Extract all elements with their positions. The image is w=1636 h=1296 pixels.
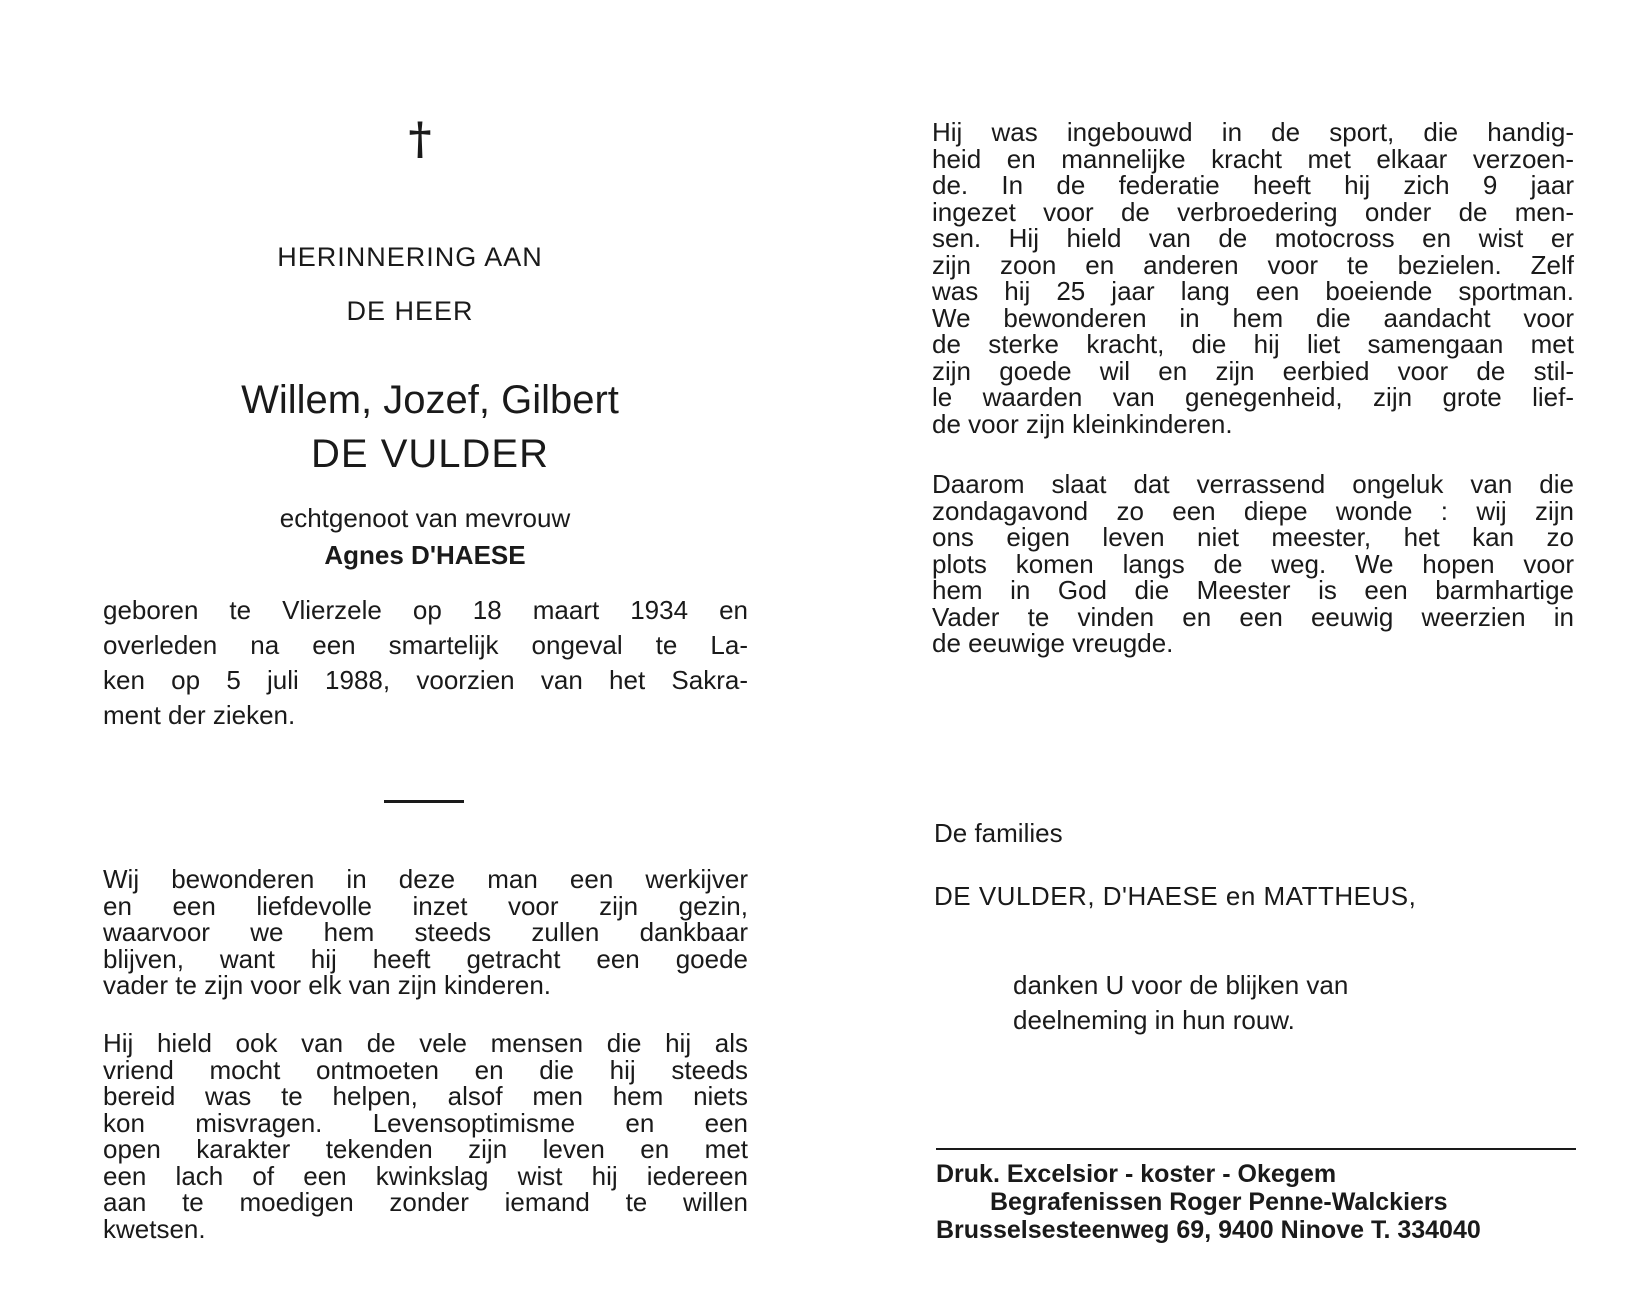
paragraph-line: bereid was te helpen, alsof men hem niets <box>103 1081 748 1111</box>
paragraph-line: zijn goede wil en zijn eerbied voor de stil- <box>932 355 1574 386</box>
paragraph-line: de sterke kracht, die hij liet samengaan met <box>932 329 1574 359</box>
paragraph-line: Hij hield ook van de vele mensen die hij als <box>103 1028 748 1058</box>
tribute-paragraph-work <box>103 866 748 999</box>
tribute-paragraph-sport <box>932 119 1574 437</box>
paragraph-line: blijven, want hij heeft getracht een goede <box>103 943 748 974</box>
spouse-label: echtgenoot van mevrouw <box>279 503 571 533</box>
honorific-title: DE HEER <box>346 296 474 326</box>
biography-line: geboren te Vlierzele op 18 maart 1934 en <box>103 595 748 625</box>
paragraph-line: heid en mannelijke kracht met elkaar verzoen- <box>932 143 1574 174</box>
tribute-paragraph-friends <box>103 1030 748 1242</box>
paragraph-line: was hij 25 jaar lang een boeiende sportman. <box>932 276 1574 306</box>
families-names: DE VULDER, D'HAESE en MATTHEUS, <box>934 881 1417 911</box>
paragraph-line: de. In de federatie heeft hij zich 9 jaar <box>932 170 1574 200</box>
paragraph-line: Wij bewonderen in deze man een werkijver <box>103 864 748 894</box>
deceased-given-names: Willem, Jozef, Gilbert <box>241 378 619 422</box>
paragraph-line: plots komen langs de weg. We hopen voor <box>932 548 1574 579</box>
paragraph-line: sen. Hij hield van de motocross en wist er <box>932 223 1574 253</box>
spouse-name: Agnes D'HAESE <box>324 540 526 570</box>
paragraph-line: kon misvragen. Levensoptimisme en een <box>103 1107 748 1138</box>
paragraph-line: zijn zoon en anderen voor te bezielen. Zelf <box>932 249 1574 280</box>
section-divider <box>384 800 464 803</box>
paragraph-line: waarvoor we hem steeds zullen dankbaar <box>103 917 748 947</box>
paragraph-line: de voor zijn kleinkinderen. <box>932 408 1233 439</box>
biography <box>103 593 748 733</box>
thanks-message <box>1013 968 1483 1038</box>
paragraph-line: aan te moedigen zonder iemand te willen <box>103 1187 748 1217</box>
paragraph-line: Hij was ingebouwd in de sport, die handig- <box>932 117 1574 147</box>
paragraph-line: een lach of een kwinkslag wist hij iedereen <box>103 1160 748 1191</box>
paragraph-line: open karakter tekenden zijn leven en met <box>103 1134 748 1164</box>
paragraph-line: hem in God die Meester is een barmhartige <box>932 575 1574 605</box>
paragraph-line: kwetsen. <box>103 1213 206 1244</box>
paragraph-line: en een liefdevolle inzet voor zijn gezin, <box>103 890 748 921</box>
paragraph-line: We bewonderen in hem die aandacht voor <box>932 302 1574 333</box>
funeral-director-line: Begrafenissen Roger Penne-Walckiers <box>990 1188 1448 1216</box>
tribute-paragraph-accident <box>932 471 1574 657</box>
biography-line: ment der zieken. <box>103 700 296 730</box>
cross-icon: † <box>408 114 432 165</box>
thanks-line: deelneming in hun rouw. <box>1013 1005 1295 1035</box>
deceased-surname: DE VULDER <box>311 432 549 476</box>
thanks-line: danken U voor de blijken van <box>1013 970 1349 1000</box>
families-label: De families <box>934 818 1063 848</box>
paragraph-line: le waarden van genegenheid, zijn grote lief- <box>932 382 1574 412</box>
paragraph-line: Daarom slaat dat verrassend ongeluk van die <box>932 469 1574 499</box>
printer-imprint <box>936 1160 1576 1244</box>
printer-address-line: Brusselsesteenweg 69, 9400 Ninove T. 334040 <box>936 1216 1481 1244</box>
biography-line: overleden na een smartelijk ongeval te La- <box>103 630 748 660</box>
printer-line: Druk. Excelsior - koster - Okegem <box>936 1160 1337 1188</box>
paragraph-line: de eeuwige vreugde. <box>932 628 1174 658</box>
paragraph-line: zondagavond zo een diepe wonde : wij zijn <box>932 495 1574 526</box>
printer-divider <box>936 1148 1576 1150</box>
paragraph-line: ons eigen leven niet meester, het kan zo <box>932 522 1574 552</box>
paragraph-line: vriend mocht ontmoeten en die hij steeds <box>103 1054 748 1085</box>
biography-line: ken op 5 juli 1988, voorzien van het Sakra- <box>103 665 748 695</box>
paragraph-line: ingezet voor de verbroedering onder de men- <box>932 196 1574 227</box>
paragraph-line: vader te zijn voor elk van zijn kinderen. <box>103 970 552 1000</box>
paragraph-line: Vader te vinden en een eeuwig weerzien in <box>932 601 1574 632</box>
remembrance-heading: HERINNERING AAN <box>277 242 543 272</box>
